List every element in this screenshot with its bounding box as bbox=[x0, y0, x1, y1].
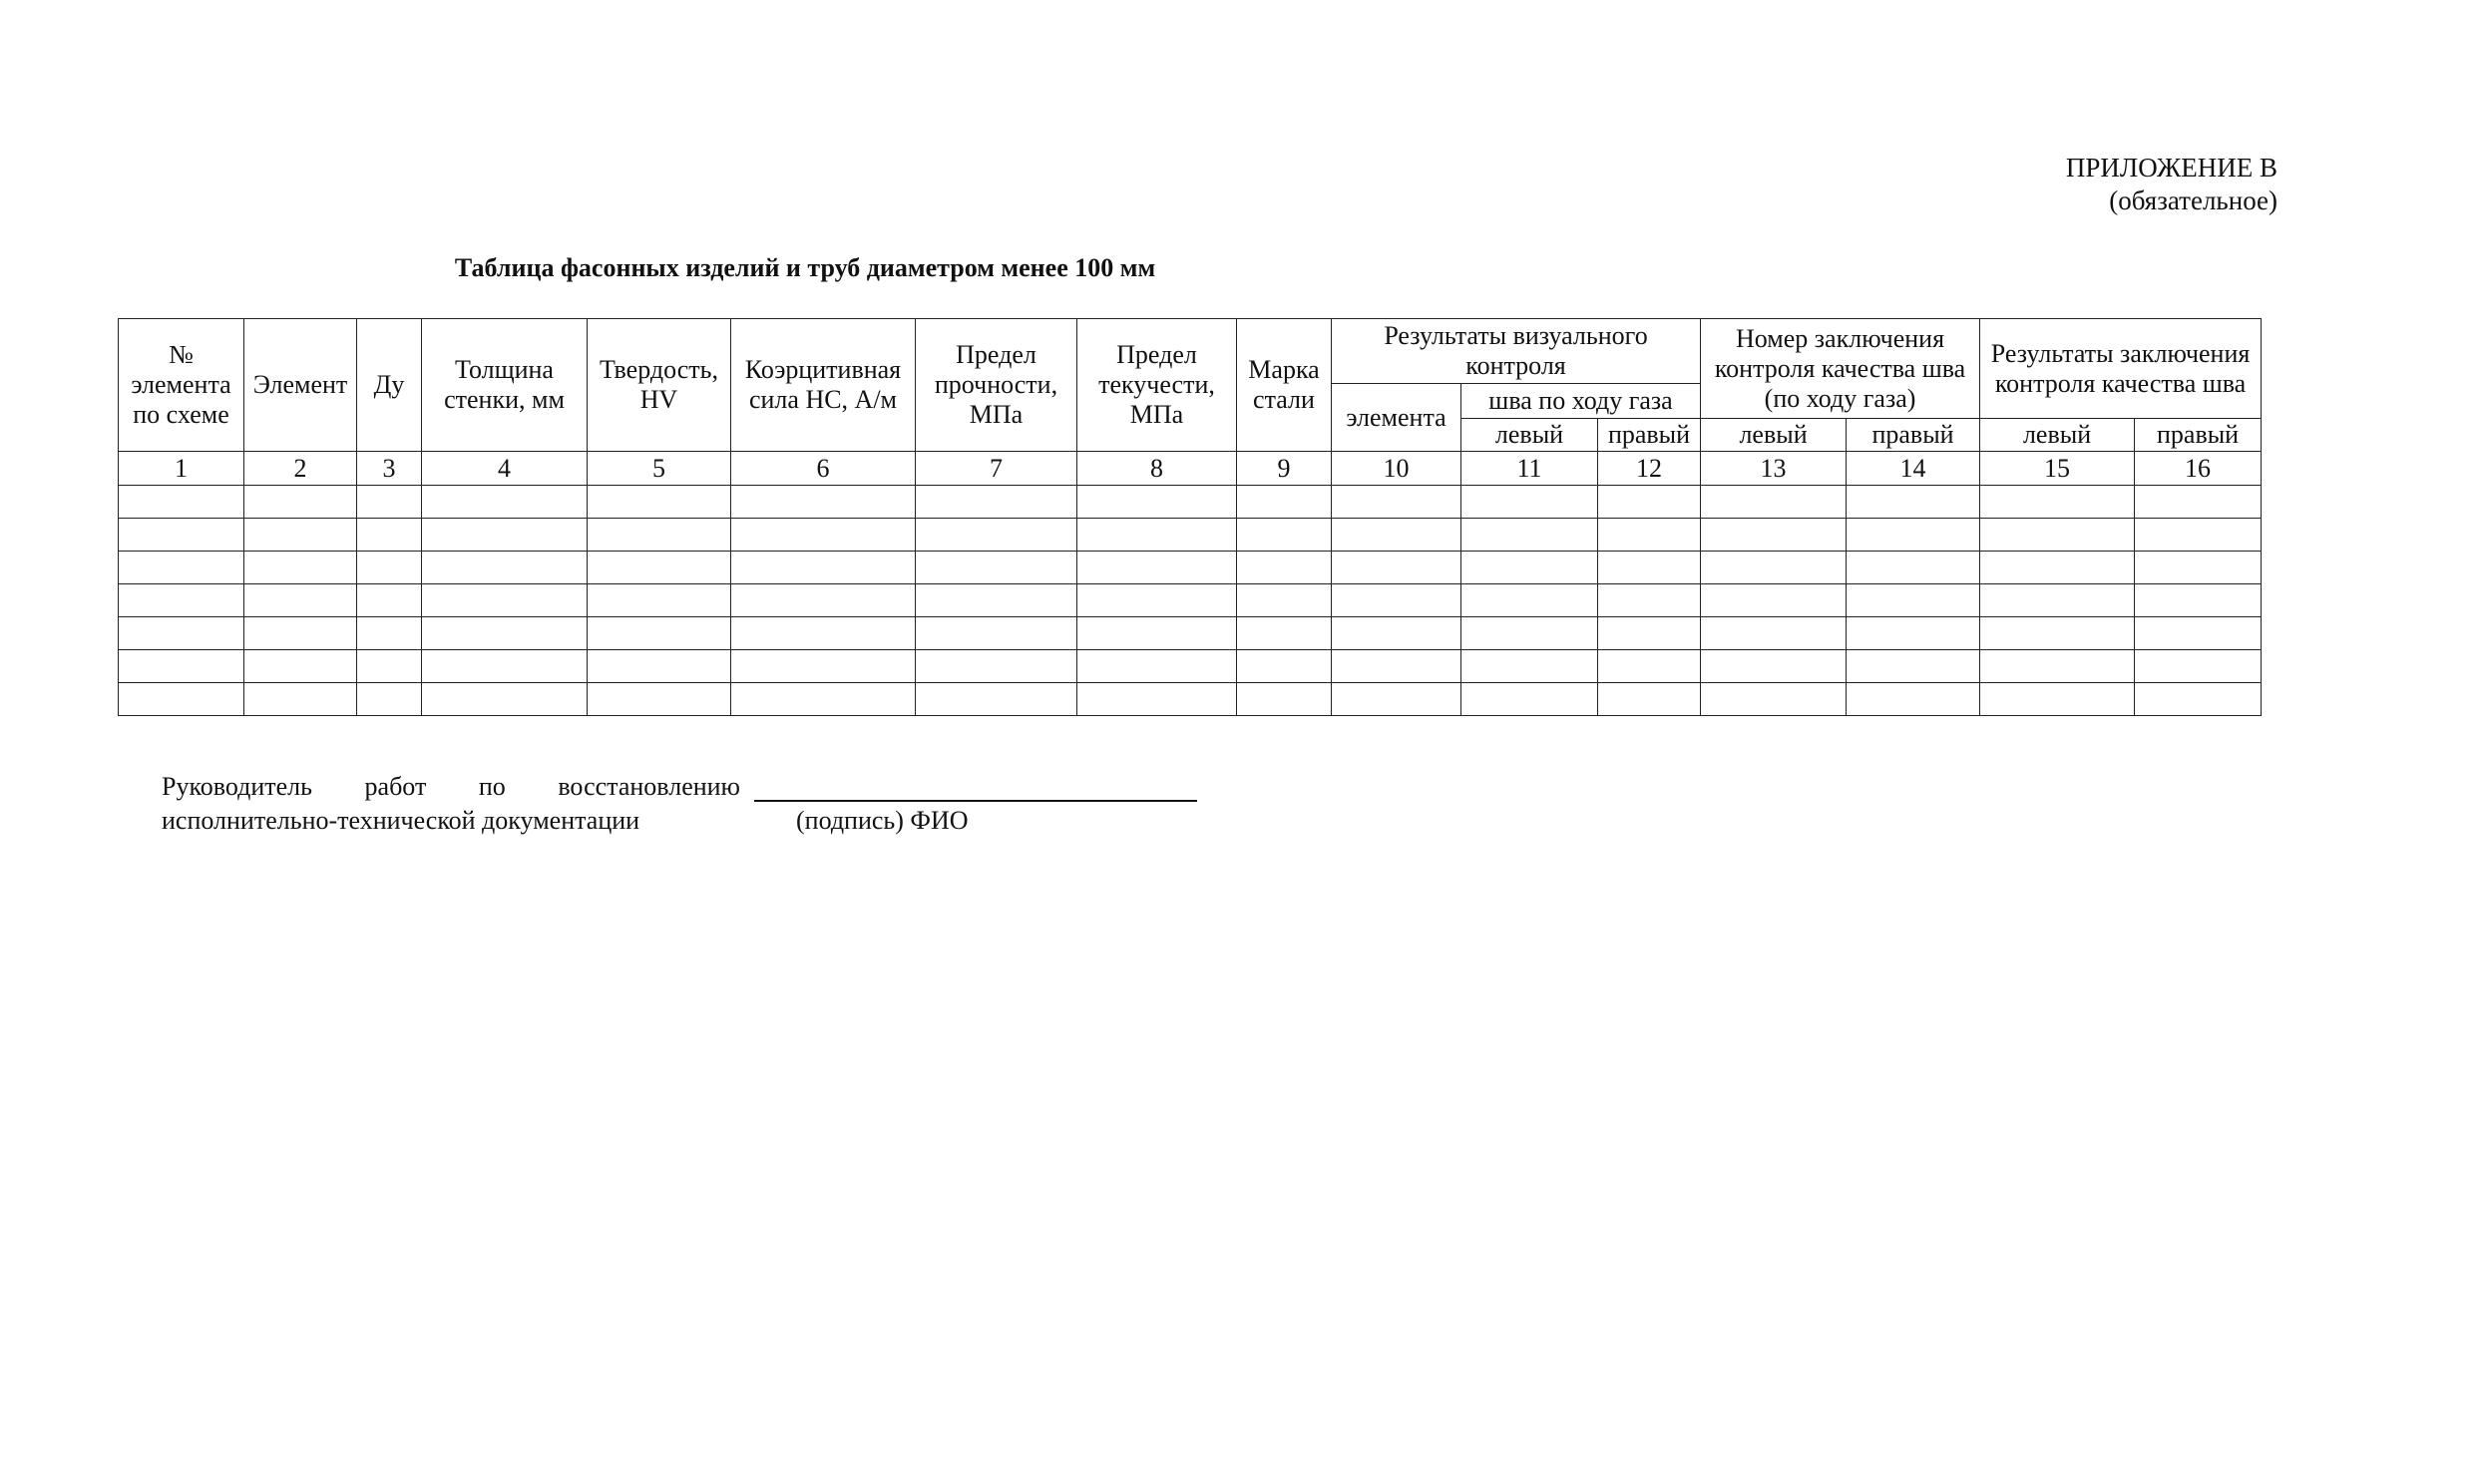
header-coercive-force: Коэрцитивная сила НС, А/м bbox=[731, 319, 916, 452]
header-conclusion-results-right: правый bbox=[2135, 419, 2262, 452]
appendix-header bbox=[2066, 152, 2277, 217]
table-cell bbox=[1701, 519, 1847, 552]
table-cell bbox=[1461, 650, 1598, 683]
table-cell bbox=[1237, 683, 1332, 716]
table-cell bbox=[1332, 683, 1461, 716]
table-cell bbox=[588, 519, 731, 552]
table-cell bbox=[1461, 519, 1598, 552]
table-cell bbox=[588, 683, 731, 716]
table-cell bbox=[1077, 486, 1237, 519]
header-hardness: Твердость, HV bbox=[588, 319, 731, 452]
table-cell bbox=[1461, 683, 1598, 716]
table-cell bbox=[1980, 552, 2135, 584]
table-cell bbox=[119, 683, 244, 716]
table-body bbox=[119, 452, 2262, 716]
header-wall-thickness: Толщина стенки, мм bbox=[422, 319, 588, 452]
table-cell bbox=[916, 552, 1077, 584]
signature-position-line2: исполнительно-технической документации bbox=[162, 806, 640, 835]
header-seam-left: левый bbox=[1461, 419, 1598, 452]
table-cell bbox=[1598, 519, 1701, 552]
table-cell bbox=[244, 683, 357, 716]
table-cell bbox=[916, 519, 1077, 552]
table-cell bbox=[2135, 486, 2262, 519]
table-cell bbox=[1598, 650, 1701, 683]
table-cell bbox=[422, 552, 588, 584]
signature-hint: (подпись) ФИО bbox=[796, 806, 969, 835]
table-cell bbox=[1598, 486, 1701, 519]
table-cell bbox=[1461, 584, 1598, 617]
table-cell bbox=[2135, 683, 2262, 716]
table-cell bbox=[1701, 486, 1847, 519]
header-conclusion-number-right: правый bbox=[1847, 419, 1980, 452]
fittings-pipes-table bbox=[118, 318, 2262, 716]
table-cell bbox=[916, 683, 1077, 716]
header-element-number: № элемента по схеме bbox=[119, 319, 244, 452]
table-cell bbox=[1237, 486, 1332, 519]
table-cell bbox=[1701, 584, 1847, 617]
appendix-title: ПРИЛОЖЕНИЕ В bbox=[2065, 153, 2277, 183]
column-number: 2 bbox=[244, 452, 357, 486]
table-cell bbox=[1847, 683, 1980, 716]
table-cell bbox=[1077, 552, 1237, 584]
table-cell bbox=[357, 617, 422, 650]
table-cell bbox=[1980, 584, 2135, 617]
table-cell bbox=[357, 584, 422, 617]
header-visual-inspection: Результаты визуального контроля bbox=[1332, 319, 1701, 384]
table-row bbox=[119, 584, 2262, 617]
table-cell bbox=[1980, 683, 2135, 716]
appendix-subtitle: (обязательное) bbox=[2109, 186, 2277, 215]
table-cell bbox=[357, 552, 422, 584]
header-visual-element: элемента bbox=[1332, 384, 1461, 452]
table-cell bbox=[916, 617, 1077, 650]
table-cell bbox=[731, 683, 916, 716]
table-cell bbox=[119, 617, 244, 650]
table-cell bbox=[1980, 650, 2135, 683]
table-cell bbox=[1461, 617, 1598, 650]
table-cell bbox=[1598, 584, 1701, 617]
table-cell bbox=[244, 519, 357, 552]
table-cell bbox=[1332, 650, 1461, 683]
table-cell bbox=[2135, 552, 2262, 584]
table-cell bbox=[244, 584, 357, 617]
table-cell bbox=[1077, 617, 1237, 650]
table-cell bbox=[1701, 650, 1847, 683]
table-cell bbox=[1332, 552, 1461, 584]
table-cell bbox=[1598, 552, 1701, 584]
header-conclusion-results-left: левый bbox=[1980, 419, 2135, 452]
table-cell bbox=[244, 617, 357, 650]
table-cell bbox=[1461, 486, 1598, 519]
table-cell bbox=[1237, 552, 1332, 584]
table-cell bbox=[1701, 617, 1847, 650]
table-cell bbox=[1847, 584, 1980, 617]
table-cell bbox=[731, 519, 916, 552]
table-cell bbox=[731, 584, 916, 617]
table-cell bbox=[119, 519, 244, 552]
table-cell bbox=[1847, 519, 1980, 552]
table-cell bbox=[244, 552, 357, 584]
table-cell bbox=[2135, 584, 2262, 617]
column-number: 10 bbox=[1332, 452, 1461, 486]
column-number: 14 bbox=[1847, 452, 1980, 486]
table-row bbox=[119, 617, 2262, 650]
column-number: 12 bbox=[1598, 452, 1701, 486]
table-cell bbox=[119, 552, 244, 584]
table-cell bbox=[244, 486, 357, 519]
table-cell bbox=[1847, 617, 1980, 650]
table-cell bbox=[731, 486, 916, 519]
header-du: Ду bbox=[357, 319, 422, 452]
table-cell bbox=[1598, 683, 1701, 716]
table-row bbox=[119, 683, 2262, 716]
column-number: 6 bbox=[731, 452, 916, 486]
header-conclusion-number: Номер заключения контроля качества шва (по ходу газа) bbox=[1701, 319, 1980, 419]
table-cell bbox=[1237, 584, 1332, 617]
table-cell bbox=[422, 650, 588, 683]
table-cell bbox=[1980, 519, 2135, 552]
table-cell bbox=[588, 650, 731, 683]
table-cell bbox=[588, 617, 731, 650]
table-cell bbox=[916, 650, 1077, 683]
table-cell bbox=[1847, 650, 1980, 683]
signature-position-line1: Руководитель работ по восстановлению bbox=[162, 772, 740, 801]
header-tensile-strength: Предел прочности, МПа bbox=[916, 319, 1077, 452]
table-cell bbox=[1847, 486, 1980, 519]
header-steel-grade: Марка стали bbox=[1237, 319, 1332, 452]
column-number: 4 bbox=[422, 452, 588, 486]
table-cell bbox=[1701, 683, 1847, 716]
column-number: 5 bbox=[588, 452, 731, 486]
column-number: 15 bbox=[1980, 452, 2135, 486]
column-number: 7 bbox=[916, 452, 1077, 486]
column-number: 11 bbox=[1461, 452, 1598, 486]
table-cell bbox=[916, 486, 1077, 519]
column-number: 9 bbox=[1237, 452, 1332, 486]
table-cell bbox=[1701, 552, 1847, 584]
table-cell bbox=[1332, 617, 1461, 650]
column-number-row bbox=[119, 452, 2262, 486]
table-cell bbox=[1980, 617, 2135, 650]
table-cell bbox=[731, 650, 916, 683]
table-cell bbox=[119, 650, 244, 683]
table-cell bbox=[1237, 650, 1332, 683]
header-yield-strength: Предел текучести, МПа bbox=[1077, 319, 1237, 452]
table-row bbox=[119, 552, 2262, 584]
table-cell bbox=[1980, 486, 2135, 519]
table-cell bbox=[422, 584, 588, 617]
table-cell bbox=[1847, 552, 1980, 584]
table-cell bbox=[916, 584, 1077, 617]
table-cell bbox=[731, 617, 916, 650]
table-cell bbox=[1332, 486, 1461, 519]
table-cell bbox=[731, 552, 916, 584]
table-cell bbox=[1077, 584, 1237, 617]
table-row bbox=[119, 519, 2262, 552]
column-number: 16 bbox=[2135, 452, 2262, 486]
table-row bbox=[119, 650, 2262, 683]
table-cell bbox=[422, 519, 588, 552]
table-cell bbox=[2135, 519, 2262, 552]
table-cell bbox=[357, 683, 422, 716]
table-cell bbox=[1461, 552, 1598, 584]
table-cell bbox=[422, 683, 588, 716]
header-conclusion-number-left: левый bbox=[1701, 419, 1847, 452]
column-number: 1 bbox=[119, 452, 244, 486]
table-cell bbox=[244, 650, 357, 683]
table-title: Таблица фасонных изделий и труб диаметром менее 100 мм bbox=[454, 253, 1156, 282]
header-seam-right: правый bbox=[1598, 419, 1701, 452]
signature-line bbox=[754, 800, 1197, 802]
table-row bbox=[119, 486, 2262, 519]
table-cell bbox=[1332, 584, 1461, 617]
table-cell bbox=[2135, 650, 2262, 683]
table-cell bbox=[1077, 650, 1237, 683]
table-cell bbox=[119, 486, 244, 519]
table-cell bbox=[588, 584, 731, 617]
column-number: 13 bbox=[1701, 452, 1847, 486]
header-conclusion-results: Результаты заключения контроля качества шва bbox=[1980, 319, 2262, 419]
table-cell bbox=[357, 650, 422, 683]
header-element: Элемент bbox=[244, 319, 357, 452]
table-cell bbox=[1077, 683, 1237, 716]
table-cell bbox=[2135, 617, 2262, 650]
table-cell bbox=[422, 617, 588, 650]
table-cell bbox=[119, 584, 244, 617]
table-cell bbox=[1077, 519, 1237, 552]
column-number: 3 bbox=[357, 452, 422, 486]
table-cell bbox=[1237, 617, 1332, 650]
header-visual-seam: шва по ходу газа bbox=[1461, 384, 1701, 419]
table-cell bbox=[1237, 519, 1332, 552]
table-cell bbox=[1598, 617, 1701, 650]
column-number: 8 bbox=[1077, 452, 1237, 486]
table-cell bbox=[422, 486, 588, 519]
table-cell bbox=[588, 552, 731, 584]
table-cell bbox=[357, 519, 422, 552]
table-cell bbox=[357, 486, 422, 519]
table-cell bbox=[1332, 519, 1461, 552]
table-cell bbox=[588, 486, 731, 519]
